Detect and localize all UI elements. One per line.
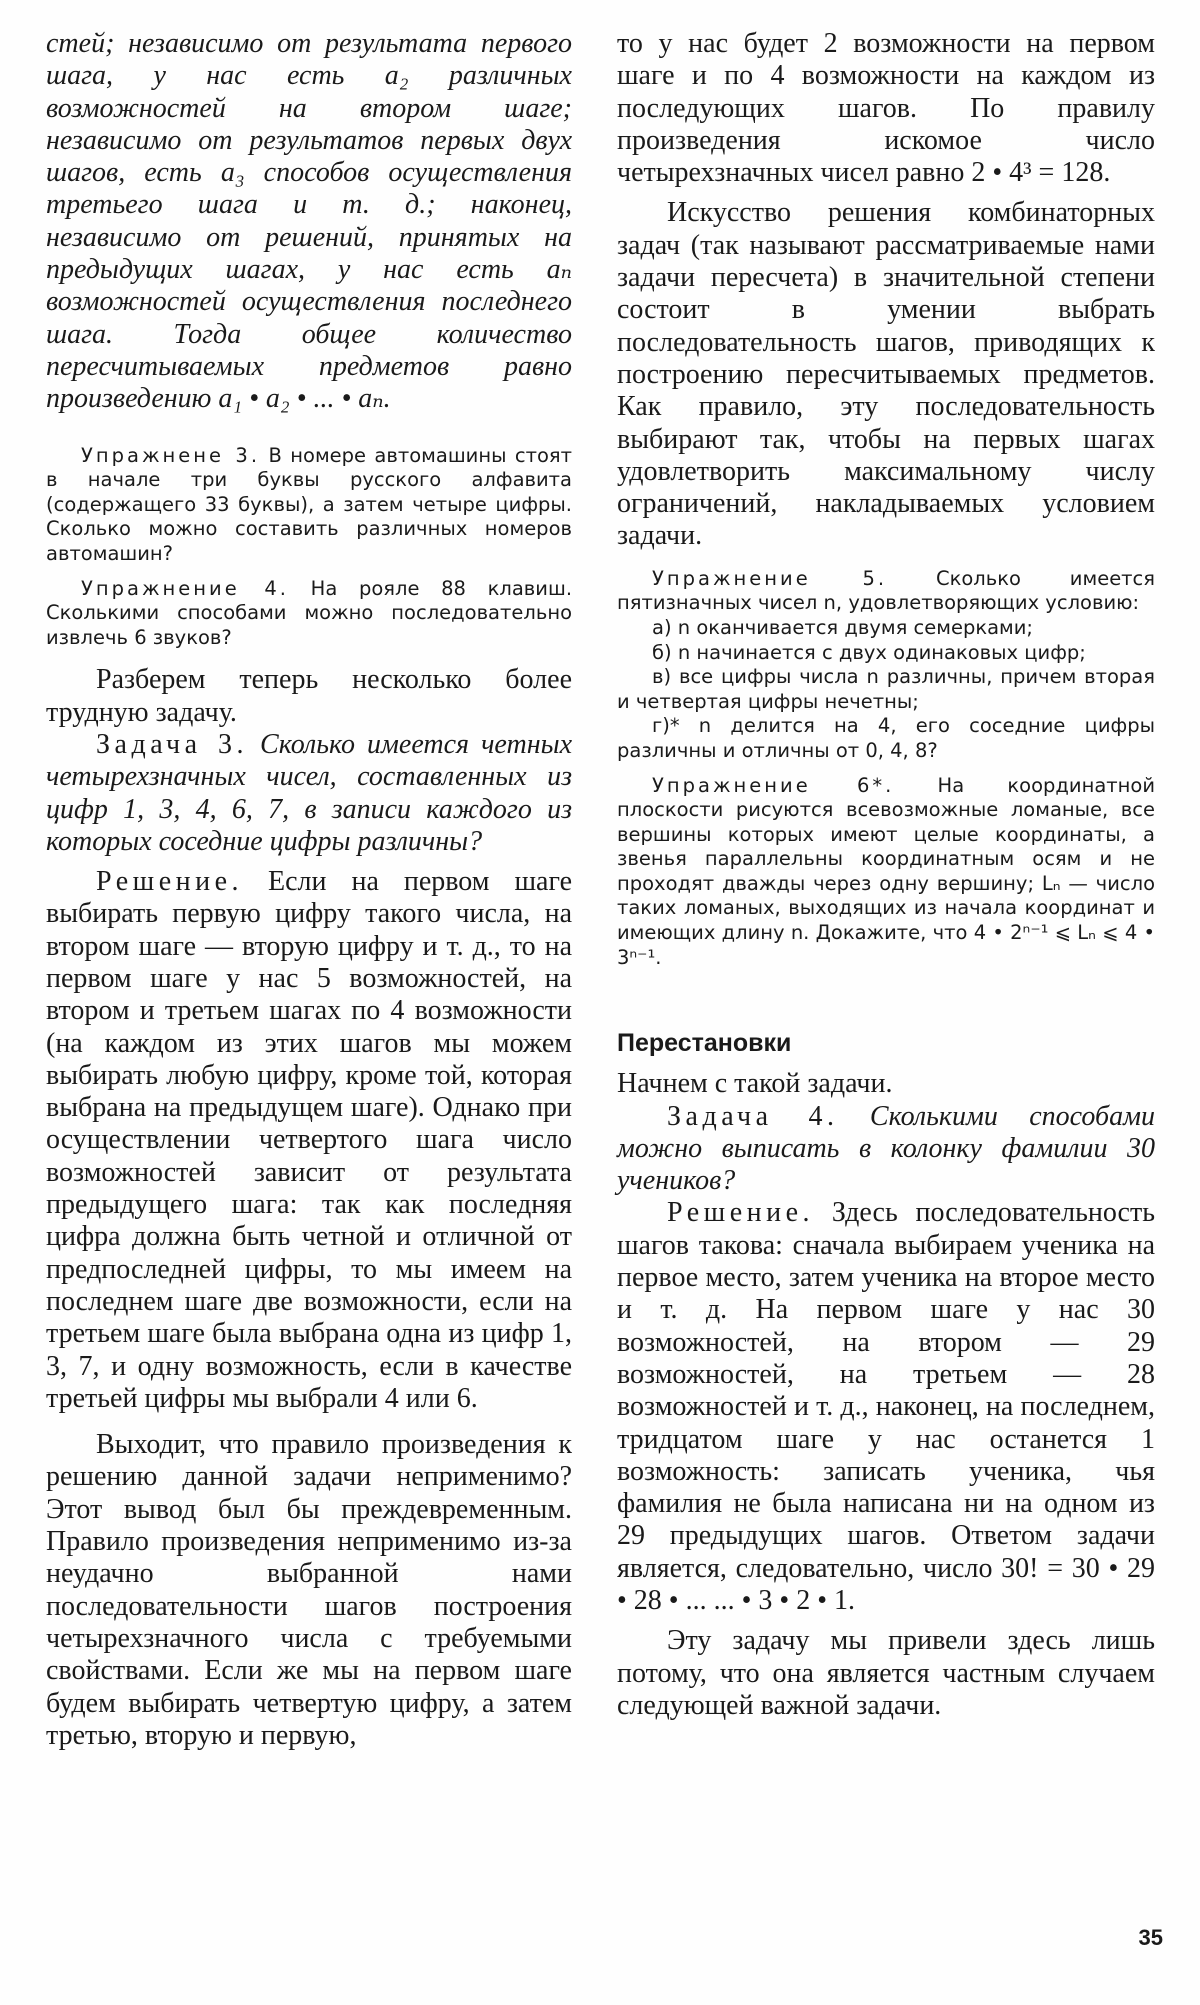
task-4 (617, 1101, 1155, 1198)
paragraph-rule-inapplicable: Выходит, что правило произведения к решению данной задачи неприменимо? Этот вывод был бы преждевременным. Правило произведения неприменимо из-за неудачно выбранной нами последовательности шагов построения четырехзначного числа с требуемыми свойствами. Если же мы на первом шаге будем выбирать четвертую цифру, а затем третью, вторую и первую, (46, 1429, 572, 1751)
task-3 (46, 729, 572, 858)
solution-3 (46, 866, 572, 1415)
exercise-5-item: г)* n делится на 4, его соседние цифры различны и отличны от 0, 4, 8? (617, 714, 1155, 762)
exercise-5-item: б) n начинается с двух одинаковых цифр; (652, 640, 1086, 664)
solution-3-continuation: то у нас будет 2 возможности на первом шаге и по 4 возможности на каждом из последующих шагов. По правилу произведения искомое число четырехзначных чисел равно 2 • 4³ = 128. (617, 28, 1155, 189)
exercise-5-label: Упражнение 5. (652, 566, 888, 590)
exercise-6 (617, 774, 1155, 971)
exercise-5-item: в) все цифры числа n различны, причем вторая и четвертая цифры нечетны; (617, 665, 1155, 713)
paragraph-combinatorics-art: Искусство решения комбинаторных задач (так называют рассматриваемые нами задачи пересчета) в значительной степени состоит в умении выбрать последовательность шагов, приводящих к построению пересчитываемых предметов. Как правило, эту последовательность выбирают так, чтобы на первых шагах удовлетворить максимальному числу ограничений, накладываемых условием задачи. (617, 197, 1155, 552)
paragraph-special-case: Эту задачу мы привели здесь лишь потому, что она является частным случаем следующей важной задачи. (617, 1625, 1155, 1721)
task-4-label: Задача 4. (667, 1100, 839, 1132)
exercise-6-text: На координатной плоскости рисуются всевозможные ломаные, все вершины которых имеют целые координаты, а звенья параллельны координатным осям и не проходят дважды через одну вершину; Lₙ — число таких ломаных, выходящих из начала координат и имеющих длину n. Докажите, что 4 • 2ⁿ⁻¹ ⩽ Lₙ ⩽ 4 • 3ⁿ⁻¹. (617, 773, 1155, 969)
task-3-text: Сколько имеется четных четырехзначных чисел, составленных из цифр 1, 3, 4, 6, 7, в записи каждого из которых соседние цифры различны? (46, 728, 572, 857)
exercise-6-label: Упражнение 6*. (652, 773, 895, 797)
left-column (46, 28, 572, 1752)
solution-4 (617, 1197, 1155, 1617)
exercise-4-label: Упражнение 4. (81, 576, 289, 600)
paragraph-start: Начнем с такой задачи. (617, 1068, 893, 1100)
exercise-3 (46, 444, 572, 567)
exercise-4 (46, 577, 572, 651)
exercise-5 (617, 567, 1155, 616)
solution-4-label: Решение. (667, 1197, 815, 1229)
task-3-label: Задача 3. (96, 728, 249, 760)
page-number: 35 (1138, 1925, 1163, 1950)
exercise-5-text: Сколько имеется пятизначных чисел n, удовлетворяющих условию: (617, 566, 1155, 615)
task-4-text: Сколькими способами можно выписать в колонку фамилии 30 учеников? (617, 1100, 1155, 1197)
exercise-3-text: В номере автомашины стоят в начале три буквы русского алфавита (содержащего 33 буквы), а затем четыре цифры. Сколько можно составить различных номеров автомашин? (46, 443, 573, 565)
solution-3-label: Решение. (96, 866, 244, 898)
exercise-3-label: Упражнене 3. (81, 443, 261, 467)
right-column (617, 28, 1155, 1722)
solution-4-text: Здесь последовательность шагов такова: сначала выбираем ученика на первое место, затем ученика на второе место и т. д. На первом шаге у нас 30 возможностей, на втором — 29 возможностей, на третьем — 28 возможностей и т. д., наконец, на последнем, тридцатом шаге у нас останется 1 возможность: записать ученика, чья фамилия не была написана ни на одном из 29 предыдущих шагов. Ответом задачи является, следовательно, число 30! = 30 • 29 • 28 • ... ... • 3 • 2 • 1. (617, 1197, 1155, 1616)
exercise-5-item: а) n оканчивается двумя семерками; (652, 615, 1034, 639)
section-heading: Перестановки (617, 1029, 792, 1058)
product-rule-continuation: стей; независимо от результата первого шага, у нас есть a₂ различных возможностей на втором шаге; независимо от результатов первых двух шагов, есть a₃ способов осуществления третьего шага и т. д.; наконец, независимо от решений, принятых на предыдущих шагах, у нас есть aₙ возможностей осуществления последнего шага. Тогда общее количество пересчитываемых предметов равно произведению a₁ • a₂ • ... • aₙ. (46, 28, 572, 415)
exercise-4-text: На рояле 88 клавиш. Сколькими способами можно последовательно извлечь 6 звуков? (46, 576, 573, 649)
solution-3-text: Если на первом шаге выбирать первую цифру такого числа, на втором шаге — вторую цифру и т. д., то на первом шаге у нас 5 возможностей, на втором и третьем шагах по 4 возможности (на каждом из этих шагов мы можем выбирать любую цифру, кроме той, которая выбрана на предыдущем шаге). Однако при осуществлении четвертого шага число возможностей зависит от результата предыдущего шага: так как последняя цифра должна быть четной и отличной от предпоследней цифры, то мы имеем на последнем шаге две возможности, если на третьем шаге была выбрана одна из цифр 1, 3, 7, и одну возможность, если в качестве третьей цифры мы выбрали 4 или 6. (46, 866, 572, 1414)
paragraph-harder-task: Разберем теперь несколько более трудную задачу. (46, 664, 572, 728)
